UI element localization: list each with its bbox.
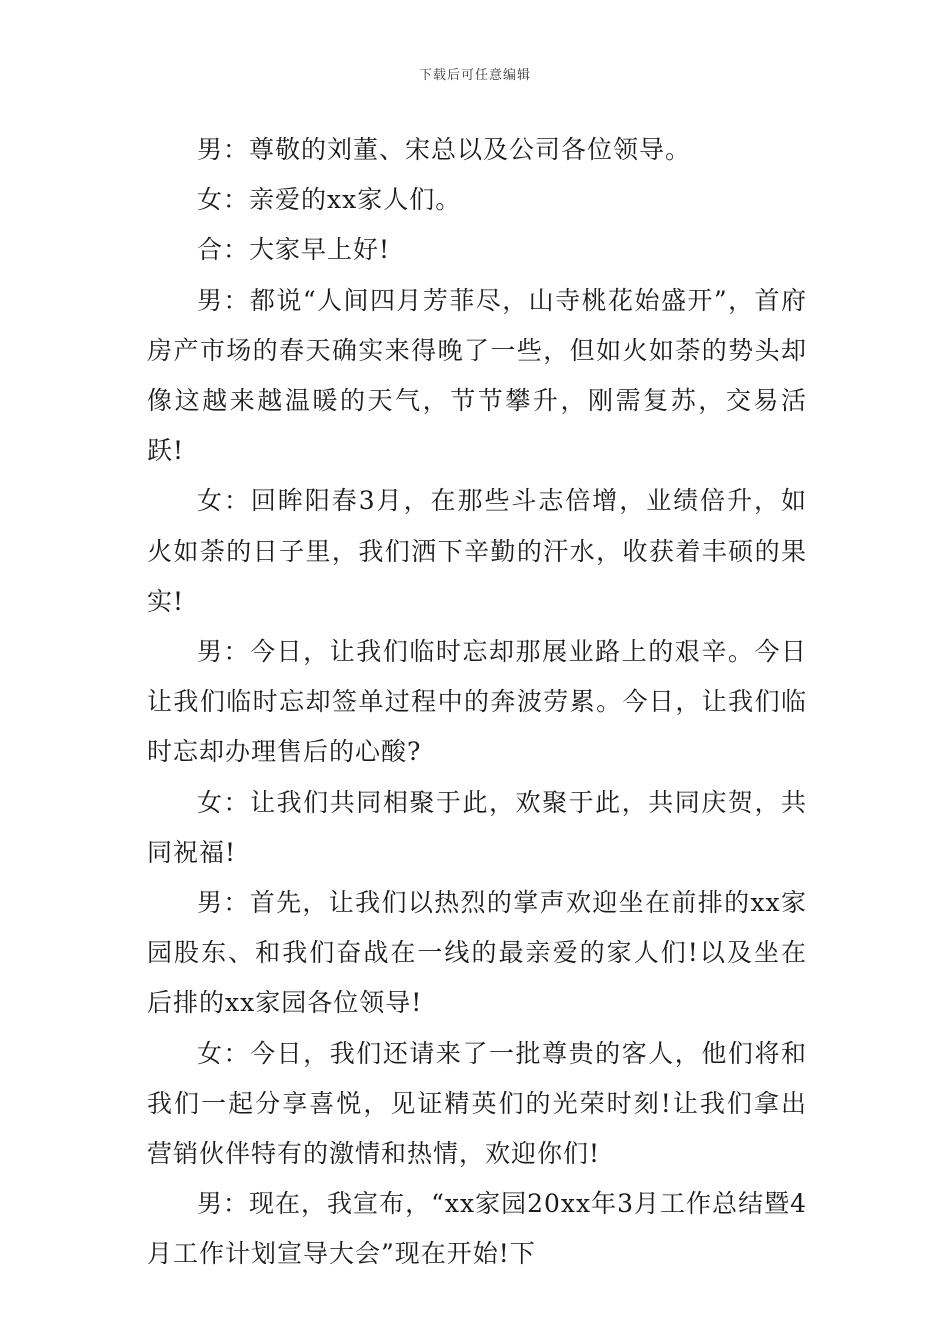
document-body bbox=[147, 125, 807, 1280]
paragraph-greeting-family: 女：亲爱的xx家人们。 bbox=[197, 185, 462, 215]
paragraph-forget-hardship: 男：今日，让我们临时忘却那展业路上的艰辛。今日让我们临时忘却签单过程中的奔波劳累。今日，让我们临时忘却办理售后的心酸? bbox=[147, 637, 807, 767]
paragraph-spring-market: 男：都说“人间四月芳菲尽，山寺桃花始盛开”，首府房产市场的春天确实来得晚了一些，但如火如荼的势头却像这越来越温暖的天气，节节攀升，刚需复苏，交易活跃! bbox=[147, 285, 807, 466]
paragraph-good-morning: 合：大家早上好! bbox=[197, 235, 391, 265]
paragraph-celebrate: 女：让我们共同相聚于此，欢聚于此，共同庆贺，共同祝福! bbox=[147, 787, 807, 867]
paragraph-announce-meeting: 男：现在，我宣布，“xx家园20xx年3月工作总结暨4月工作计划宣导大会”现在开始!下 bbox=[147, 1189, 807, 1269]
paragraph-welcome-shareholders: 男：首先，让我们以热烈的掌声欢迎坐在前排的xx家园股东、和我们奋战在一线的最亲爱的家人们!以及坐在后排的xx家园各位领导! bbox=[147, 888, 807, 1018]
paragraph-greeting-leaders: 男：尊敬的刘董、宋总以及公司各位领导。 bbox=[197, 135, 692, 164]
paragraph-welcome-guests: 女：今日，我们还请来了一批尊贵的客人，他们将和我们一起分享喜悦，见证精英们的光荣时刻!让我们拿出营销伙伴特有的激情和热情，欢迎你们! bbox=[147, 1038, 807, 1169]
paragraph-march-review: 女：回眸阳春3月，在那些斗志倍增，业绩倍升，如火如荼的日子里，我们洒下辛勤的汗水，收获着丰硕的果实! bbox=[147, 486, 807, 616]
page-header-note: 下载后可任意编辑 bbox=[418, 68, 531, 83]
